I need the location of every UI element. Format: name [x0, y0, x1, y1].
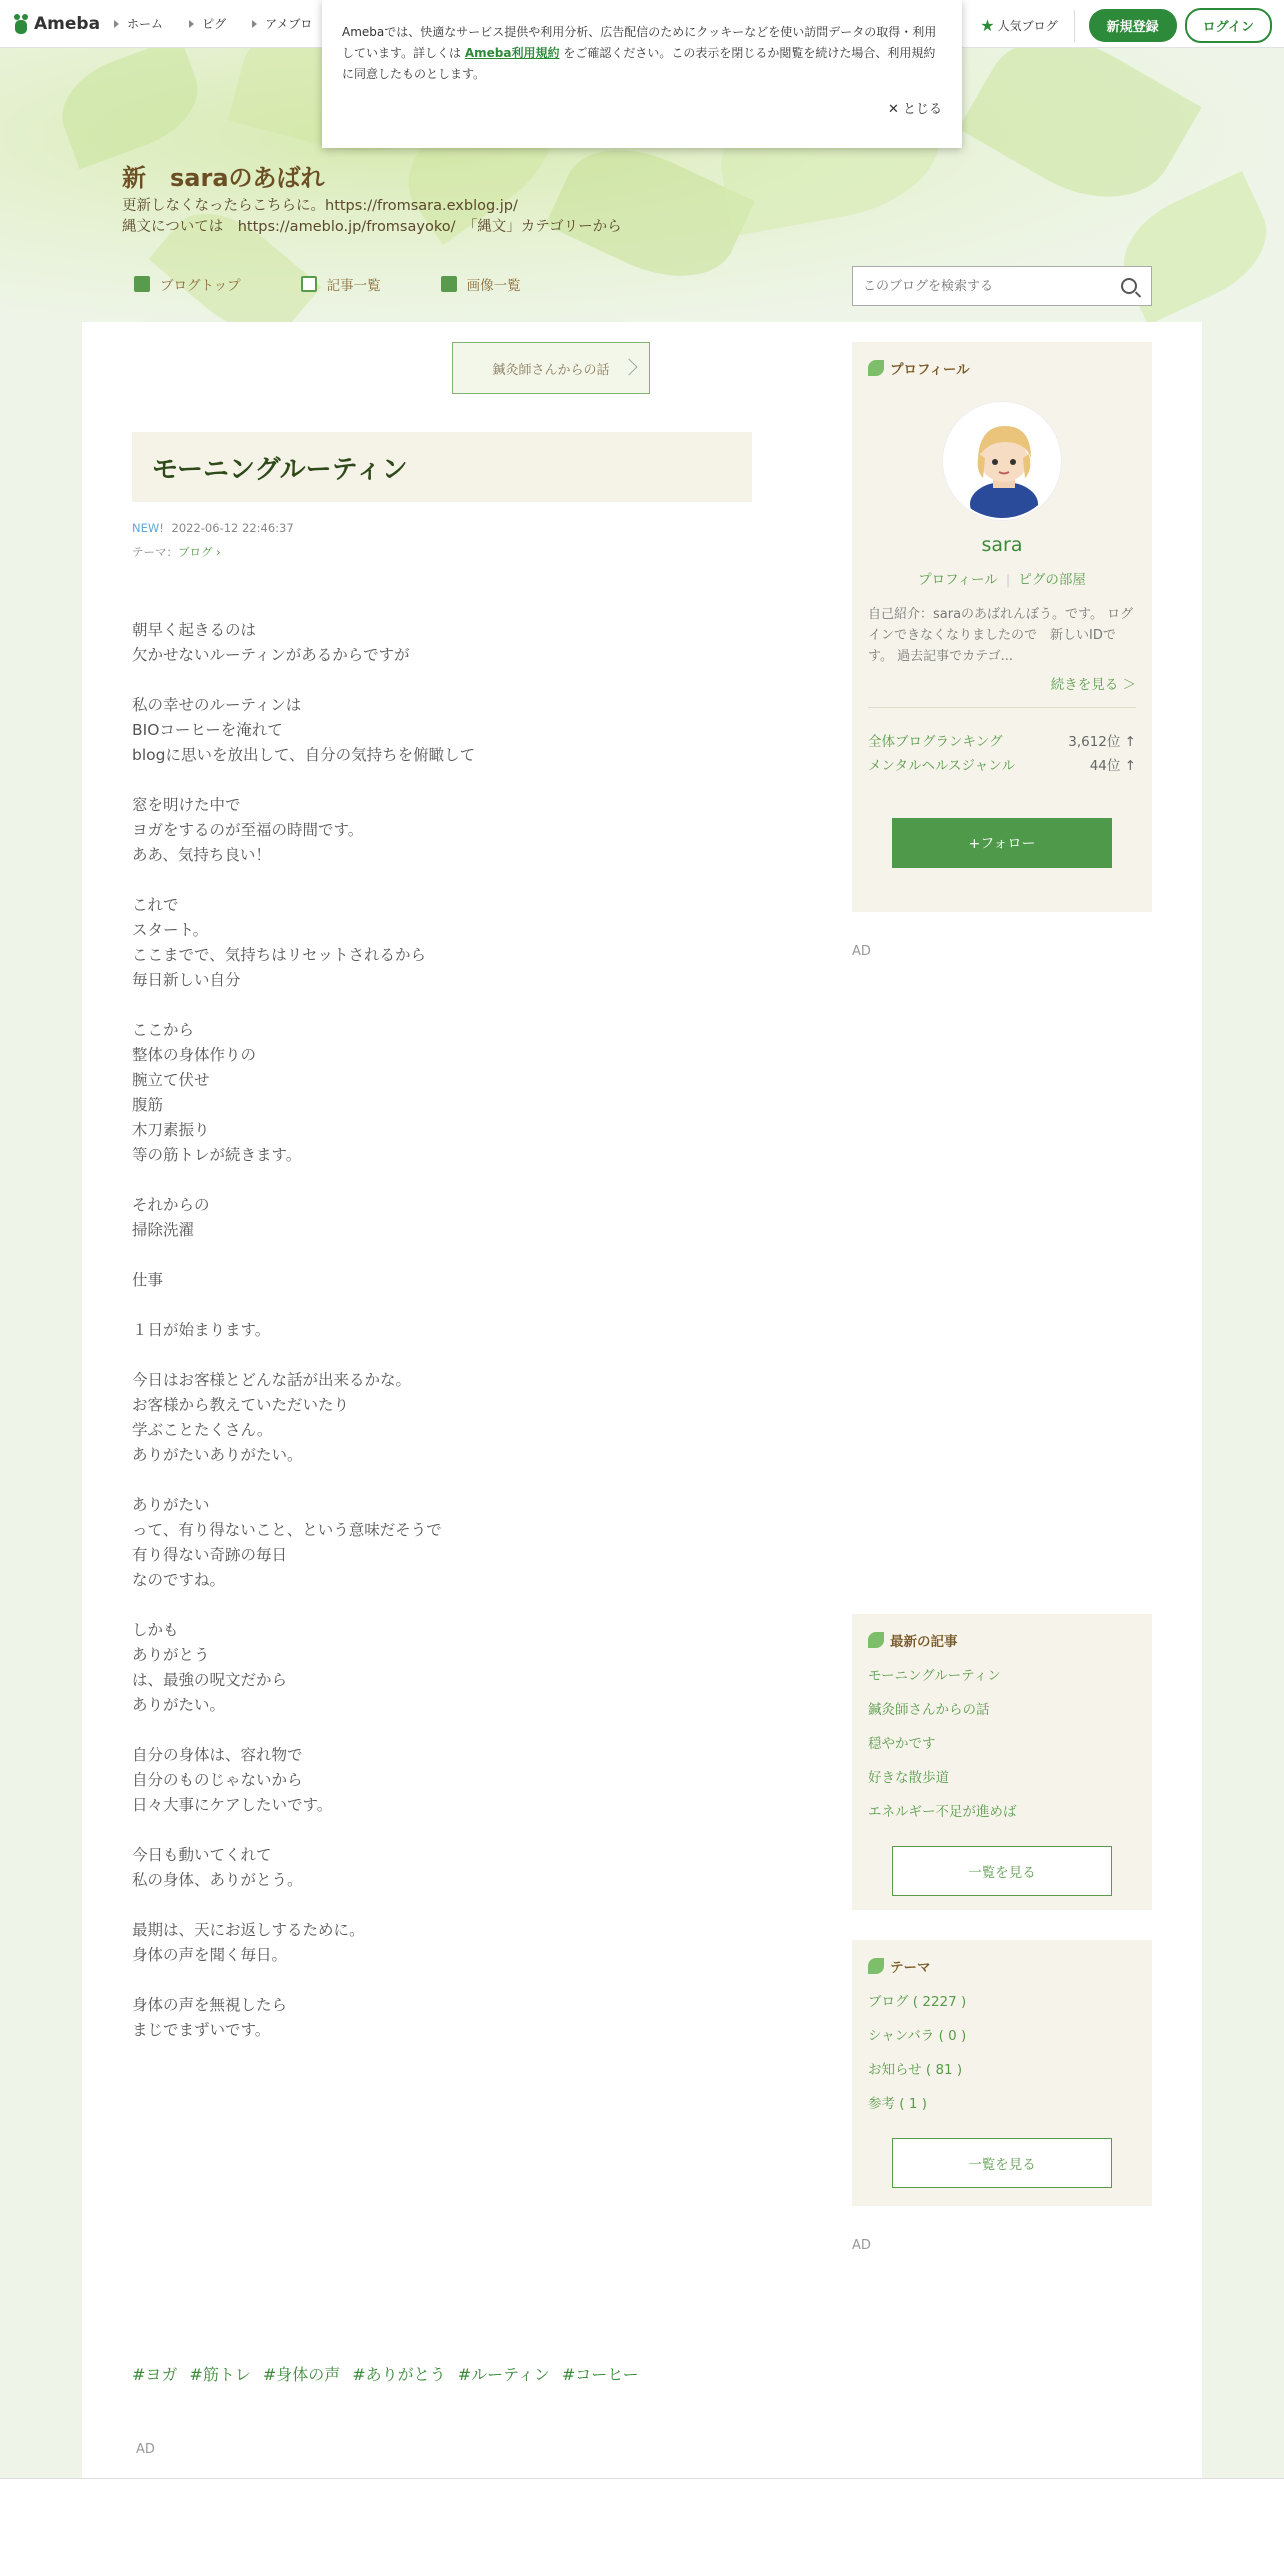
- entry-line: 仕事: [132, 1271, 164, 1289]
- nav-ameblo-label: アメブロ: [265, 17, 313, 31]
- blog-desc-line2: 縄文については https://ameblo.jp/fromsayoko/ 「縄文」カテゴリーから: [122, 219, 622, 235]
- entry-line: 身体の声を聞く毎日。: [132, 1946, 288, 1964]
- triangle-icon: [252, 20, 257, 28]
- search-icon[interactable]: [1121, 278, 1137, 294]
- overall-ranking-value: 3,612位 ↑: [1068, 734, 1136, 750]
- entry-line: ありがとう: [132, 1646, 210, 1664]
- image-list-link[interactable]: [441, 274, 521, 294]
- cookie-notice: [322, 0, 962, 148]
- hashtag-link[interactable]: #ヨガ: [132, 2365, 178, 2384]
- cookie-text-pre: Amebaでは、快適なサービス提供や利用分析、広告配信のためにクッキーなどを使い訪問データの取得・利用しています。詳しくは: [342, 25, 937, 60]
- avatar-image: [945, 404, 1061, 520]
- leaf-icon: [868, 1632, 884, 1648]
- prev-entry-link[interactable]: [452, 342, 650, 394]
- themes-card: [852, 1940, 1152, 2206]
- ad-label: AD: [136, 2442, 155, 2457]
- blog-search-input[interactable]: [853, 279, 1103, 294]
- entry-title-box: [132, 432, 752, 502]
- entry-line: blogに思いを放出して、自分の気持ちを俯瞰して: [132, 746, 476, 764]
- theme-link[interactable]: シャンバラ ( 0 ): [868, 2028, 967, 2044]
- entry-datetime: 2022-06-12 22:46:37: [171, 521, 294, 535]
- profile-links: [868, 568, 1136, 588]
- copy-icon: [301, 276, 317, 292]
- entry-line: 木刀素振り: [132, 1121, 210, 1139]
- entry-line: 日々大事にケアしたいです。: [132, 1796, 333, 1814]
- entry-meta: [132, 521, 294, 535]
- global-nav: [114, 15, 338, 32]
- entry-line: ああ、気持ち良い！: [132, 846, 271, 864]
- nav-pigg[interactable]: [189, 15, 226, 32]
- entry-paragraph: [132, 1843, 475, 1893]
- frog-icon: [12, 12, 30, 36]
- read-more-link[interactable]: 続きを見る ＞: [868, 673, 1136, 708]
- blog-search: [852, 266, 1152, 306]
- entry-paragraph: [132, 1018, 475, 1168]
- cookie-close-label: とじる: [902, 102, 942, 117]
- entry-line: １日が始まります。: [132, 1321, 271, 1339]
- pigg-room-link[interactable]: ピグの部屋: [1018, 572, 1086, 588]
- genre-ranking-link[interactable]: メンタルヘルスジャンル: [868, 758, 1015, 774]
- entry-line: 最期は、天にお返しするために。: [132, 1921, 365, 1939]
- blog-description: [122, 196, 622, 238]
- triangle-icon: [114, 20, 119, 28]
- camera-icon: [441, 276, 457, 292]
- nav-pigg-label: ピグ: [202, 17, 227, 31]
- entry-line: 窓を明けた中で: [132, 796, 241, 814]
- entry-line: それからの: [132, 1196, 210, 1214]
- entry-paragraph: [132, 1993, 475, 2043]
- register-button[interactable]: 新規登録: [1089, 9, 1177, 42]
- entry-line: 朝早く起きるのは: [132, 621, 257, 639]
- entry-line: 身体の声を無視したら: [132, 1996, 288, 2014]
- entry-line: 有り得ない奇跡の毎日: [132, 1546, 288, 1564]
- recent-list: [868, 1664, 1136, 1820]
- entry-line: ありがたい。: [132, 1696, 226, 1714]
- entry-line: ありがたい: [132, 1496, 210, 1514]
- genre-ranking-value: 44位 ↑: [1089, 758, 1136, 774]
- close-icon: ✕: [887, 102, 903, 117]
- entry-paragraph: [132, 793, 475, 868]
- recent-heading-label: 最新の記事: [890, 1634, 958, 1650]
- recent-entry-link[interactable]: モーニングルーティン: [868, 1668, 1001, 1684]
- ameba-logo[interactable]: [12, 12, 100, 36]
- star-icon: ★: [980, 16, 995, 35]
- entry-paragraph: [132, 893, 475, 993]
- entry-line: 欠かせないルーティンがあるからですが: [132, 646, 410, 664]
- recent-entry-link[interactable]: 穏やかです: [868, 1736, 936, 1752]
- hashtag-link[interactable]: #ありがとう: [352, 2365, 446, 2384]
- document-icon: [134, 276, 150, 292]
- recent-entry-link[interactable]: エネルギー不足が進めば: [868, 1804, 1017, 1820]
- entry-line: まじでまずいです。: [132, 2021, 271, 2039]
- theme-link[interactable]: ブログ: [178, 545, 213, 559]
- themes-view-all-button[interactable]: 一覧を見る: [892, 2138, 1112, 2188]
- blog-desc-line1: 更新しなくなったらこちらに。https://fromsara.exblog.jp/: [122, 198, 518, 214]
- theme-list: [868, 1990, 1136, 2112]
- entry-line: 等の筋トレが続きます。: [132, 1146, 302, 1164]
- nav-ameblo[interactable]: [252, 15, 312, 32]
- entry-line: 私の身体、ありがとう。: [132, 1871, 303, 1889]
- follow-button[interactable]: +フォロー: [892, 818, 1112, 868]
- recent-view-all-button[interactable]: 一覧を見る: [892, 1846, 1112, 1896]
- entry-paragraph: [132, 1368, 475, 1468]
- prev-entry-label: 鍼灸師さんからの話: [492, 362, 610, 378]
- blog-top-link[interactable]: [134, 274, 241, 294]
- entry-line: ヨガをするのが至福の時間です。: [132, 821, 364, 839]
- main-content: [82, 322, 1202, 2478]
- logo-text: Ameba: [34, 13, 101, 34]
- entry-paragraph: [132, 1918, 475, 1968]
- theme-link[interactable]: 参考 ( 1 ): [868, 2096, 927, 2112]
- entry-list-label: 記事一覧: [326, 278, 381, 294]
- entry-line: 毎日新しい自分: [132, 971, 241, 989]
- entry-title[interactable]: モーニングルーティン: [152, 454, 408, 485]
- hashtag-link[interactable]: #ルーティン: [457, 2365, 550, 2384]
- profile-name[interactable]: sara: [981, 534, 1023, 556]
- entry-line: 自分のものじゃないから: [132, 1771, 303, 1789]
- entry-line: BIOコーヒーを淹れて: [132, 721, 283, 739]
- chevron-right-icon: [621, 359, 638, 376]
- overall-ranking: [868, 730, 1136, 750]
- entry-paragraph: [132, 1193, 475, 1243]
- new-badge: NEW!: [132, 521, 164, 535]
- profile-description: 自己紹介：saraのあばれんぼう。です。 ログインできなくなりましたので 新しいIDです。 過去記事でカテゴ...: [868, 607, 1134, 664]
- nav-home-label: ホーム: [127, 17, 164, 31]
- hashtag-link[interactable]: #身体の声: [262, 2365, 341, 2384]
- recent-heading: [868, 1630, 1136, 1650]
- hashtag-link[interactable]: #筋トレ: [189, 2365, 251, 2384]
- entry-line: スタート。: [132, 921, 209, 939]
- entry-line: なのですね。: [132, 1571, 226, 1589]
- entry-line: 腹筋: [132, 1096, 164, 1114]
- separator: |: [1005, 572, 1011, 588]
- image-list-label: 画像一覧: [466, 278, 521, 294]
- entry-line: 私の幸せのルーティンは: [132, 696, 302, 714]
- profile-link[interactable]: プロフィール: [918, 572, 998, 588]
- entry-line: 腕立て伏せ: [132, 1071, 210, 1089]
- entry-line: 学ぶことたくさん。: [132, 1421, 273, 1439]
- entry-line: 今日も動いてくれて: [132, 1846, 272, 1864]
- entry-line: ありがたいありがたい。: [132, 1446, 303, 1464]
- entry-line: しかも: [132, 1621, 179, 1639]
- themes-heading: [868, 1956, 1136, 1976]
- entry-line: 自分の身体は、容れ物で: [132, 1746, 303, 1764]
- leaf-icon: [868, 360, 884, 376]
- login-button[interactable]: ログイン: [1185, 8, 1272, 43]
- side-ad-label-2: AD: [852, 2238, 871, 2253]
- footer: [0, 2478, 1284, 2568]
- profile-heading-label: プロフィール: [890, 362, 970, 378]
- blog-nav: [134, 274, 581, 294]
- entry-line: これで: [132, 896, 179, 914]
- hashtag-list: [132, 2362, 651, 2385]
- entry-line: って、有り得ないこと、という意味だそうで: [132, 1521, 442, 1539]
- overall-ranking-link[interactable]: 全体ブログランキング: [868, 734, 1003, 750]
- entry-theme: [132, 544, 221, 560]
- entry-paragraph: [132, 1743, 475, 1818]
- chevron-right-icon: ›: [212, 545, 221, 559]
- theme-link[interactable]: ブログ ( 2227 ): [868, 1994, 967, 2010]
- profile-heading: [868, 358, 1136, 378]
- entry-line: は、最強の呪文だから: [132, 1671, 288, 1689]
- cookie-text-post: をご確認ください。この表示を閉じるか閲覧を続けた場合、利用規約に同意したものとします。: [342, 46, 936, 81]
- cookie-close-button[interactable]: [888, 99, 942, 120]
- entry-paragraph: [132, 1618, 475, 1718]
- decor-leaf: [958, 48, 1201, 229]
- entry-body: [132, 618, 475, 2068]
- recent-entries-card: [852, 1614, 1152, 1910]
- themes-heading-label: テーマ: [890, 1960, 931, 1976]
- header-actions: [980, 8, 1272, 43]
- decor-leaf: [49, 48, 211, 169]
- entry-list-link[interactable]: [301, 274, 381, 294]
- entry-paragraph: [132, 1268, 475, 1293]
- entry-paragraph: [132, 1493, 475, 1593]
- theme-label: テーマ：: [132, 545, 178, 559]
- entry-paragraph: [132, 693, 475, 768]
- entry-line: 整体の身体作りの: [132, 1046, 257, 1064]
- triangle-icon: [189, 20, 194, 28]
- profile-card: [852, 342, 1152, 912]
- entry-paragraph: [132, 1318, 475, 1343]
- entry-line: お客様から教えていただいたり: [132, 1396, 350, 1414]
- avatar[interactable]: [943, 402, 1061, 520]
- nav-home[interactable]: [114, 15, 163, 32]
- recent-entry-link[interactable]: 好きな散歩道: [868, 1770, 949, 1786]
- popular-blog-link[interactable]: [980, 10, 1074, 42]
- genre-ranking: [868, 754, 1136, 774]
- popular-label: 人気ブログ: [997, 19, 1058, 33]
- theme-link[interactable]: お知らせ ( 81 ): [868, 2062, 963, 2078]
- entry-line: 掃除洗濯: [132, 1221, 195, 1239]
- recent-entry-link[interactable]: 鍼灸師さんからの話: [868, 1702, 990, 1718]
- blog-title[interactable]: 新 saraのあばれ: [122, 164, 325, 192]
- hashtag-link[interactable]: #コーヒー: [561, 2365, 639, 2384]
- entry-paragraph: [132, 618, 475, 668]
- side-ad-label: AD: [852, 944, 871, 959]
- entry-line: 今日はお客様とどんな話が出来るかな。: [132, 1371, 412, 1389]
- entry-line: ここまでで、気持ちはリセットされるから: [132, 946, 427, 964]
- terms-link[interactable]: Ameba利用規約: [464, 46, 560, 60]
- leaf-icon: [868, 1958, 884, 1974]
- entry-line: ここから: [132, 1021, 195, 1039]
- blog-top-label: ブログトップ: [160, 278, 241, 294]
